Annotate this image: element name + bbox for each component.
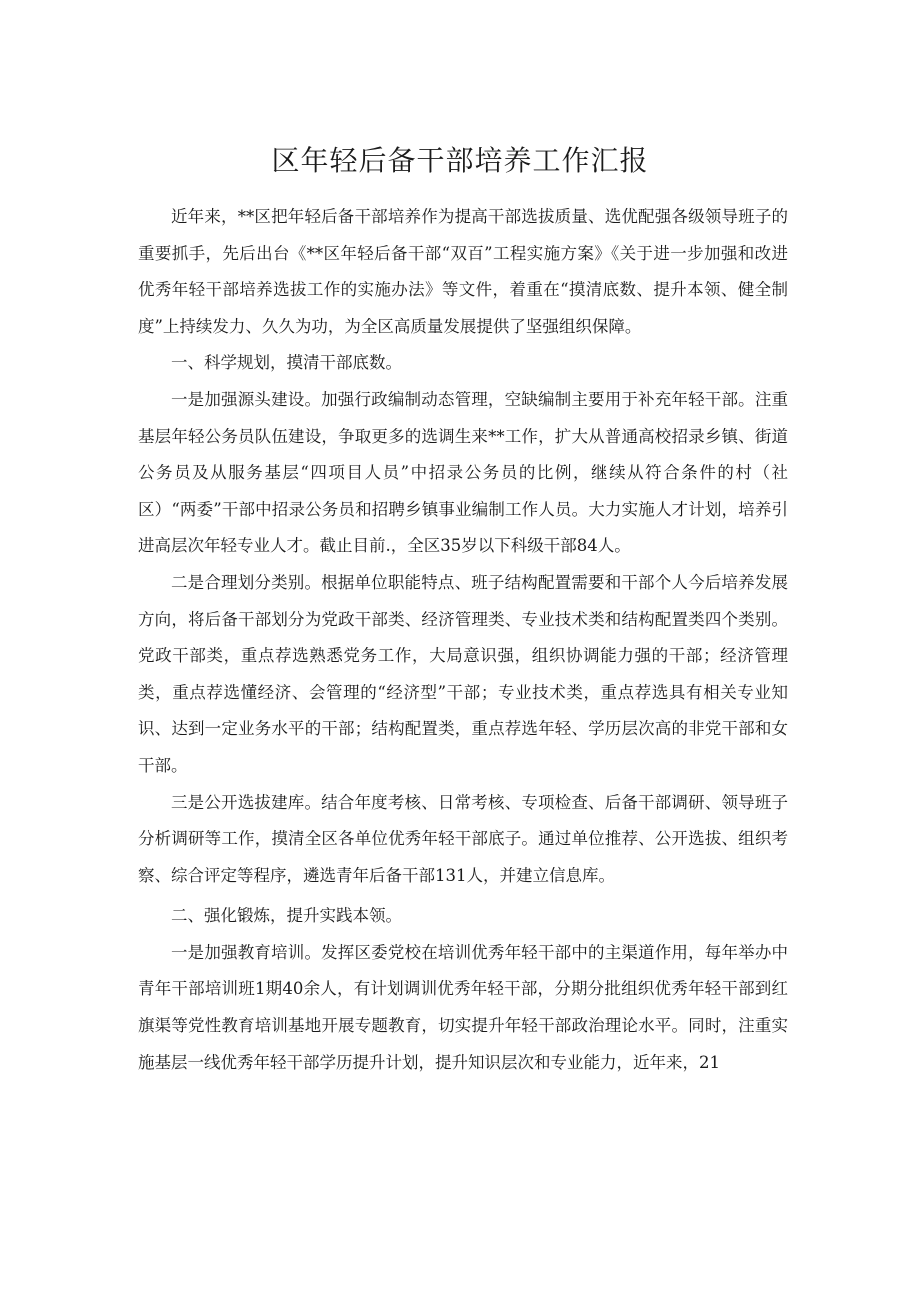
paragraph-education-training: 一是加强教育培训。发挥区委党校在培训优秀年轻干部中的主渠道作用，每年举办中青年干部培训班1期40余人，有计划调训优秀年轻干部，分期分批组织优秀年轻干部到红旗渠等党性教育培训基地开展专题教育，切实提升年轻干部政治理论水平。同时，注重实施基层一线优秀年轻干部学历提升计划，提升知识层次和专业能力，近年来，21 [138, 942, 788, 1072]
intro-paragraph: 近年来，**区把年轻后备干部培养作为提高干部选拔质量、选优配强各级领导班子的重要抓手，先后出台《**区年轻后备干部“双百”工程实施方案》《关于进一步加强和改进优秀年轻干部培养选拔工作的实施办法》等文件，着重在“摸清底数、提升本领、健全制度”上持续发力、久久为功，为全区高质量发展提供了坚强组织保障。 [138, 207, 788, 336]
paragraph-source-building: 一是加强源头建设。加强行政编制动态管理，空缺编制主要用于补充年轻干部。注重基层年轻公务员队伍建设，争取更多的选调生来**工作，扩大从普通高校招录乡镇、街道公务员及从服务基层“四项目人员”中招录公务员的比例，继续从符合条件的村（社区）“两委”干部中招录公务员和招聘乡镇事业编制工作人员。大力实施人才计划，培养引进高层次年轻专业人才。截止目前.，全区35岁以下科级干部84人。 [138, 389, 788, 556]
document-body [138, 199, 788, 1081]
paragraph-selection-database: 三是公开选拔建库。结合年度考核、日常考核、专项检查、后备干部调研、领导班子分析调研等工作，摸清全区各单位优秀年轻干部底子。通过单位推荐、公开选拔、组织考察、综合评定等程序，遴选青年后备干部131人，并建立信息库。 [138, 792, 788, 885]
paragraph-category-division: 二是合理划分类别。根据单位职能特点、班子结构配置需要和干部个人今后培养发展方向，将后备干部划分为党政干部类、经济管理类、专业技术类和结构配置类四个类别。党政干部类，重点荐选熟悉党务工作，大局意识强，组织协调能力强的干部；经济管理类，重点荐选懂经济、会管理的“经济型”干部；专业技术类，重点荐选具有相关专业知识、达到一定业务水平的干部；结构配置类，重点荐选年轻、学历层次高的非党干部和女干部。 [138, 572, 788, 775]
document-title: 区年轻后备干部培养工作汇报 [271, 144, 649, 177]
section-heading-1: 一、科学规划，摸清干部底数。 [171, 353, 402, 373]
section-heading-2: 二、强化锻炼，提升实践本领。 [171, 906, 402, 926]
